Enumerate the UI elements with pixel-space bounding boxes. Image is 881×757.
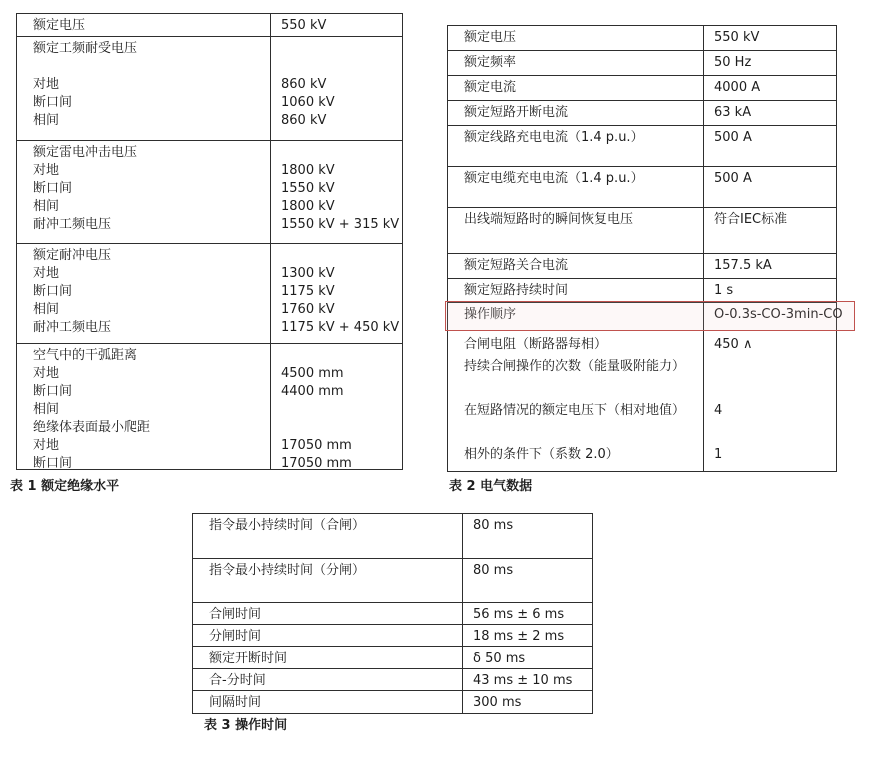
row-value	[704, 303, 849, 330]
label-text	[464, 422, 697, 444]
value-text	[281, 419, 396, 437]
value-text: 1060 kV	[281, 95, 335, 110]
value-text: 50 Hz	[714, 55, 752, 70]
table2-caption: 表 2 电气数据	[449, 479, 533, 494]
table-row	[193, 647, 592, 669]
label-text: 指令最小持续时间（合闸）	[209, 518, 366, 533]
label-text: 合闸时间	[209, 607, 262, 622]
value-text	[281, 144, 399, 162]
row-label	[448, 331, 704, 471]
label-text: 额定线路充电电流（1.4 p.u.）	[464, 130, 644, 145]
label-text: 额定短路关合电流	[464, 258, 569, 273]
value-text: 4	[714, 403, 723, 418]
label-text: 相间	[33, 402, 60, 417]
label-text: 在短路情况的额定电压下（相对地值）	[464, 403, 686, 418]
table1-caption: 表 1 额定绝缘水平	[10, 479, 120, 494]
row-value	[704, 331, 836, 471]
value-text: 1	[714, 447, 723, 462]
label-text: 对地	[33, 266, 60, 281]
value-text: 43 ms ± 10 ms	[473, 673, 573, 688]
label-text: 额定耐冲电压	[33, 248, 112, 263]
value-text: 1550 kV + 315 kV	[281, 217, 400, 232]
label-text: 额定工频耐受电压	[33, 41, 138, 56]
label-text: 合-分时间	[209, 673, 266, 688]
value-text: 500 A	[714, 171, 752, 186]
value-text: 18 ms ± 2 ms	[473, 629, 565, 644]
value-text	[281, 58, 396, 76]
row-label	[448, 208, 704, 253]
label-text: 对地	[33, 163, 60, 178]
value-text	[281, 401, 396, 419]
row-label	[448, 76, 704, 100]
value-text: 1760 kV	[281, 302, 335, 317]
table-row	[448, 126, 836, 167]
label-text: 额定频率	[464, 55, 517, 70]
row-label	[17, 14, 271, 36]
row-value	[463, 691, 592, 713]
row-value	[463, 625, 592, 646]
label-text: 额定电缆充电电流（1.4 p.u.）	[464, 171, 644, 186]
row-label	[448, 101, 704, 125]
label-text: 额定短路持续时间	[464, 283, 569, 298]
row-label	[193, 559, 463, 602]
table-row	[193, 669, 592, 691]
label-text	[464, 378, 697, 400]
table-row	[17, 344, 402, 469]
value-text: 80 ms	[473, 563, 514, 578]
value-text: O-0.3s-CO-3min-CO	[714, 307, 843, 322]
label-text: 耐冲工频电压	[33, 217, 112, 232]
row-value	[271, 244, 405, 343]
label-text: 额定短路开断电流	[464, 105, 569, 120]
row-value	[271, 14, 402, 36]
row-value	[463, 669, 592, 690]
label-text: 空气中的干弧距离	[33, 348, 138, 363]
row-label	[448, 51, 704, 75]
label-text: 相间	[33, 302, 60, 317]
value-text: 4400 mm	[281, 384, 344, 399]
value-text: 550 kV	[281, 18, 327, 33]
label-text: 操作顺序	[464, 307, 517, 322]
table-electrical-data	[447, 25, 843, 472]
value-text: 300 ms	[473, 695, 522, 710]
row-value	[463, 647, 592, 668]
row-value	[704, 167, 836, 207]
table-row	[448, 51, 836, 76]
row-label	[193, 625, 463, 646]
label-text: 分闸时间	[209, 629, 262, 644]
label-text: 对地	[33, 438, 60, 453]
table-row	[193, 603, 592, 625]
label-text: 耐冲工频电压	[33, 320, 112, 335]
value-text: 1175 kV	[281, 284, 335, 299]
row-value	[704, 76, 836, 100]
table-rated-insulation-level	[16, 13, 403, 470]
value-text: 1550 kV	[281, 181, 335, 196]
table-row	[448, 208, 836, 254]
value-text: 1800 kV	[281, 199, 335, 214]
label-text: 相间	[33, 199, 60, 214]
label-text: 断口间	[33, 181, 73, 196]
value-text: 17050 mm	[281, 438, 352, 453]
label-text: 绝缘体表面最小爬距	[33, 420, 151, 435]
row-value	[704, 279, 836, 302]
value-text: 500 A	[714, 130, 752, 145]
table-row	[17, 14, 402, 37]
value-text	[281, 40, 396, 58]
label-text: 断口间	[33, 95, 73, 110]
row-label	[193, 691, 463, 713]
table-row	[448, 254, 836, 279]
table-operating-times	[192, 513, 593, 714]
label-text: 额定雷电冲击电压	[33, 145, 138, 160]
table-row	[448, 303, 843, 331]
value-text: 1175 kV + 450 kV	[281, 320, 400, 335]
row-label	[193, 669, 463, 690]
value-text: 860 kV	[281, 77, 327, 92]
label-text: 额定电流	[464, 80, 517, 95]
table-row	[193, 691, 592, 713]
row-label	[17, 344, 271, 469]
label-text: 额定电压	[464, 30, 517, 45]
row-value	[704, 51, 836, 75]
row-label	[448, 303, 704, 330]
value-text: 17050 mm	[281, 456, 352, 471]
value-text: 56 ms ± 6 ms	[473, 607, 565, 622]
table-row	[448, 101, 836, 126]
row-value	[704, 208, 836, 253]
row-value	[704, 126, 836, 166]
table-row	[193, 559, 592, 603]
table-row	[448, 167, 836, 208]
label-text: 相间	[33, 113, 60, 128]
value-text	[281, 247, 399, 265]
row-label	[193, 603, 463, 624]
row-label	[17, 141, 271, 243]
row-label	[193, 647, 463, 668]
value-text: 450 ∧	[714, 337, 753, 352]
table-row	[448, 331, 836, 471]
row-value	[704, 26, 836, 50]
row-label	[17, 37, 271, 140]
value-text	[714, 422, 830, 444]
row-label	[448, 167, 704, 207]
label-text: 合闸电阻（断路器每相）	[464, 337, 608, 352]
value-text: 63 kA	[714, 105, 752, 120]
table-row	[17, 141, 402, 244]
table-row	[448, 26, 836, 51]
value-text	[714, 356, 830, 378]
row-value	[271, 141, 405, 243]
label-text: 出线端短路时的瞬间恢复电压	[464, 212, 634, 227]
table-row	[193, 625, 592, 647]
value-text: 4500 mm	[281, 366, 344, 381]
value-text: 1800 kV	[281, 163, 335, 178]
table-row	[17, 37, 402, 141]
label-text: 指令最小持续时间（分闸）	[209, 563, 366, 578]
row-label	[448, 254, 704, 278]
label-text	[33, 58, 264, 76]
value-text: 550 kV	[714, 30, 760, 45]
label-text: 对地	[33, 366, 60, 381]
row-value	[463, 514, 592, 558]
row-label	[448, 279, 704, 302]
value-text: 80 ms	[473, 518, 514, 533]
table-row	[448, 279, 836, 303]
label-text: 间隔时间	[209, 695, 262, 710]
row-value	[271, 37, 402, 140]
label-text: 额定电压	[33, 18, 86, 33]
row-label	[17, 244, 271, 343]
value-text	[714, 378, 830, 400]
table3-caption: 表 3 操作时间	[204, 718, 288, 733]
row-value	[704, 254, 836, 278]
value-text: 4000 A	[714, 80, 761, 95]
table-row	[17, 244, 402, 344]
value-text: δ 50 ms	[473, 651, 526, 666]
row-value	[463, 603, 592, 624]
label-text: 对地	[33, 77, 60, 92]
row-label	[193, 514, 463, 558]
row-value	[271, 344, 402, 469]
label-text: 相外的条件下（系数 2.0）	[464, 447, 619, 462]
table-row	[193, 514, 592, 559]
label-text: 断口间	[33, 456, 73, 471]
value-text: 157.5 kA	[714, 258, 772, 273]
row-value	[463, 559, 592, 602]
row-label	[448, 26, 704, 50]
value-text: 符合IEC标准	[714, 212, 788, 227]
table-row	[448, 76, 836, 101]
label-text: 持续合闸操作的次数（能量吸附能力）	[464, 359, 686, 374]
value-text: 1300 kV	[281, 266, 335, 281]
label-text: 额定开断时间	[209, 651, 288, 666]
row-label	[448, 126, 704, 166]
value-text: 1 s	[714, 283, 734, 298]
value-text: 860 kV	[281, 113, 327, 128]
label-text: 断口间	[33, 384, 73, 399]
row-value	[704, 101, 836, 125]
label-text: 断口间	[33, 284, 73, 299]
value-text	[281, 347, 396, 365]
